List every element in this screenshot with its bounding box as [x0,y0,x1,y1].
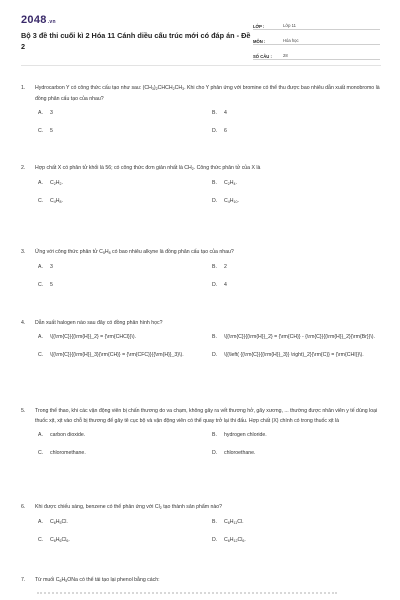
option-letter: A. [38,264,43,270]
option-value: $C_6H_{12}Cl_6$. [224,537,246,543]
option-letter: B. [212,432,217,438]
question-text: Từ muối $C_6H_5ONa$ có thể tái tạo lại phenol bằng cách: [35,577,160,583]
option-value: chloroethane. [224,450,256,456]
option-letter: C. [38,198,44,204]
answer-option-d[interactable] [212,280,386,294]
meta-value: Hóa học [283,38,299,43]
faded-answer-line [37,592,337,598]
answer-option-d[interactable] [212,448,386,462]
site-logo[interactable]: 2048.vn [21,14,56,26]
option-value: 5 [50,128,53,134]
question-number: 4. [21,320,26,326]
option-letter: A. [38,519,43,525]
option-letter: B. [212,264,217,270]
option-value: 2 [224,264,227,270]
option-letter: A. [38,432,43,438]
option-value: 3 [50,110,53,116]
option-value: $C_2H_4$. [224,180,237,186]
answer-option-a[interactable] [38,332,212,346]
page-title: Bộ 3 đề thi cuối kì 2 Hóa 11 Cánh diều cấu trúc mới có đáp án - Đề 2 [21,31,251,51]
answer-option-c[interactable] [38,280,212,294]
answer-option-b[interactable] [212,178,386,192]
meta-key: MÔN : [253,39,266,44]
question-3 [21,247,383,294]
option-letter: D. [212,450,218,456]
option-letter: B. [212,334,217,340]
option-letter: A. [38,180,43,186]
option-value: $C_4H_{10}$. [224,198,239,204]
answer-option-a[interactable] [38,262,212,276]
answer-options [38,178,383,210]
meta-key: LỚP : [253,24,265,29]
option-value: $C_2H_2$. [50,180,63,186]
meta-value: Lớp 11 [283,23,296,28]
answer-option-d[interactable] [212,126,386,140]
answer-option-c[interactable] [38,535,212,549]
question-text: Hydrocarbon Y có công thức cấu tạo như sau: $(CH_3)_2CHCH_2CH_3$. Khi cho Y phản ứng với bromine có thể thu được bao nhiêu dẫn xuất monobromo là đồng phân cấu tạo của nhau? [35,85,380,102]
page-header [0,0,400,62]
question-text: Khi được chiếu sáng, benzene có thể phản ứng với $Cl_2$ tạo thành sản phẩm nào? [35,504,223,510]
option-letter: C. [38,282,44,288]
option-value: \({\rm{C}}{{\rm{H}}_2} = {\rm{CH}} - {\rm{C}}{{\rm{H}}_2}{\rm{Br}}\). [224,334,375,340]
meta-row-subject [253,30,380,45]
answer-option-d[interactable] [212,350,386,364]
option-value: hydrogen chloride. [224,432,267,438]
question-number: 7. [21,577,26,583]
answer-option-d[interactable] [212,196,386,210]
option-value: 4 [224,110,227,116]
option-letter: B. [212,110,217,116]
question-5 [21,406,383,462]
answer-option-a[interactable] [38,108,212,122]
answer-options [38,108,383,140]
option-value: 5 [50,282,53,288]
answer-option-c[interactable] [38,448,212,462]
option-value: \({\left( {{\rm{C}}{{\rm{H}}_3}} \right)_2}{\rm{C}} = {\rm{CHI}}\). [224,352,364,358]
question-text: Trong thể thao, khi các vận động viên bị chấn thương do va chạm, không gây ra vết thương hở, gãy xương, ... thường được nhân viên y tế dùng loại thuốc xịt, xịt vào chỗ bị thương để gây tê cục bộ và vận động viên có thể quay trở lại thi đấu. Hợp chất (X) chính có trong thuốc xịt là [35,408,378,424]
option-letter: B. [212,519,217,525]
meta-row-class [253,15,380,30]
answer-options [38,262,383,294]
answer-option-b[interactable] [212,517,386,531]
question-2 [21,163,383,210]
option-value: $C_6H_6Cl_6$. [50,537,70,543]
option-value: chloromethane. [50,450,86,456]
meta-table [253,15,380,60]
meta-key: SỐ CÂU : [253,54,272,59]
question-text: Ứng với công thức phân tử $C_5H_8$ có bao nhiêu alkyne là đồng phân cấu tạo của nhau? [35,249,234,255]
option-letter: A. [38,110,43,116]
header-divider [21,65,381,66]
option-letter: B. [212,180,217,186]
question-number: 1. [21,85,26,91]
option-value: 4 [224,282,227,288]
answer-option-d[interactable] [212,535,386,549]
option-value: 6 [224,128,227,134]
meta-row-count [253,45,380,60]
option-value: \({\rm{C}}{{\rm{H}}_2} = {\rm{CHCl}}\). [50,334,137,340]
answer-option-b[interactable] [212,332,386,346]
option-letter: D. [212,198,218,204]
answer-options [38,517,383,549]
answer-option-b[interactable] [212,430,386,444]
question-7 [21,575,383,586]
option-value: $C_6H_{11}Cl$. [224,519,244,525]
option-letter: D. [212,537,218,543]
option-value: $C_6H_5Cl$. [50,519,68,525]
answer-option-a[interactable] [38,178,212,192]
question-text: Dẫn xuất halogen nào sau đây có đồng phân hình học? [35,320,163,326]
option-value: carbon dioxide. [50,432,86,438]
answer-option-b[interactable] [212,108,386,122]
answer-options [38,332,383,364]
question-1 [21,83,383,140]
answer-options [38,430,383,462]
option-letter: C. [38,352,44,358]
option-letter: D. [212,128,218,134]
answer-option-a[interactable] [38,430,212,444]
option-letter: C. [38,537,44,543]
option-letter: C. [38,450,44,456]
option-letter: D. [212,282,218,288]
question-number: 5. [21,408,26,414]
question-number: 2. [21,165,26,171]
answer-option-a[interactable] [38,517,212,531]
question-4 [21,318,383,364]
answer-option-c[interactable] [38,126,212,140]
option-letter: A. [38,334,43,340]
option-letter: D. [212,352,218,358]
question-6 [21,502,383,549]
option-value: \({\rm{C}}{{\rm{H}}_3}{\rm{CH}} = {\rm{CFC}}{{\rm{H}}_3}\). [50,352,184,358]
option-value: $C_4H_8$. [50,198,63,204]
option-letter: C. [38,128,44,134]
option-value: 3 [50,264,53,270]
question-number: 6. [21,504,26,510]
answer-option-c[interactable] [38,196,212,210]
answer-option-c[interactable] [38,350,212,364]
question-number: 3. [21,249,26,255]
answer-option-b[interactable] [212,262,386,276]
meta-value: 28 [283,53,288,58]
question-text: Hợp chất X có phân tử khối là 56; có công thức đơn giản nhất là $CH_2$. Công thức phân tử của X là [35,165,261,171]
